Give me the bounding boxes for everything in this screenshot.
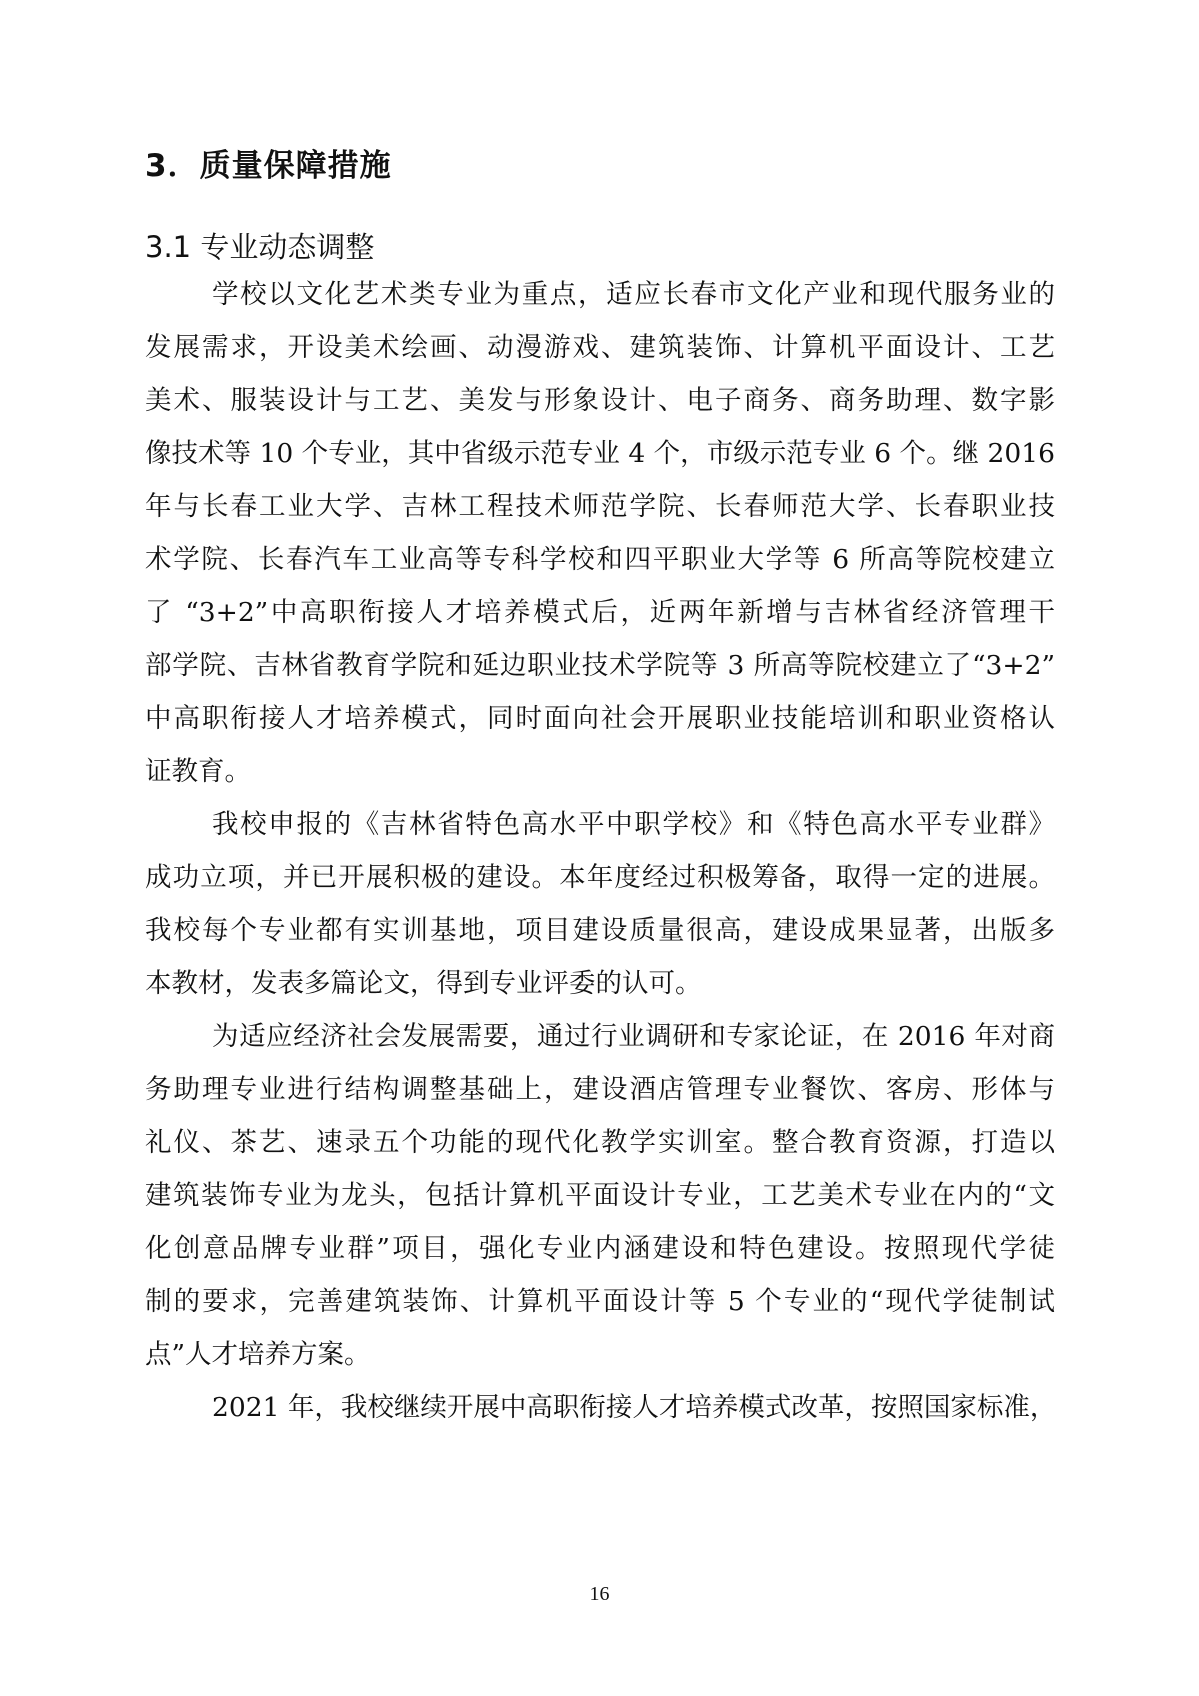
paragraph-line: 我校申报的《吉林省特色高水平中职学校》和《特色高水平专业群》: [212, 809, 1055, 840]
paragraph-line: 术学院、长春汽车工业高等专科学校和四平职业大学等 6 所高等院校建立: [145, 544, 1055, 575]
paragraph-line: 成功立项，并已开展积极的建设。本年度经过积极筹备，取得一定的进展。: [145, 862, 1055, 893]
paragraph-line: 我校每个专业都有实训基地，项目建设质量很高，建设成果显著，出版多: [145, 915, 1055, 946]
paragraph-line: 建筑装饰专业为龙头，包括计算机平面设计专业，工艺美术专业在内的“文: [145, 1180, 1055, 1211]
paragraph-line: 年与长春工业大学、吉林工程技术师范学院、长春师范大学、长春职业技: [145, 491, 1055, 522]
paragraph-line: 学校以文化艺术类专业为重点，适应长春市文化产业和现代服务业的: [212, 279, 1055, 310]
paragraph-line: 中高职衔接人才培养模式，同时面向社会开展职业技能培训和职业资格认: [145, 703, 1055, 734]
paragraph-line: 证教育。: [145, 756, 251, 787]
paragraph-line: 美术、服装设计与工艺、美发与形象设计、电子商务、商务助理、数字影: [145, 385, 1055, 416]
paragraph-line: 点”人才培养方案。: [145, 1339, 371, 1370]
paragraph-line: 像技术等 10 个专业，其中省级示范专业 4 个，市级示范专业 6 个。继 2016: [145, 438, 1055, 469]
paragraph-line: 礼仪、茶艺、速录五个功能的现代化教学实训室。整合教育资源，打造以: [145, 1127, 1055, 1158]
section-heading: 3．质量保障措施: [145, 148, 392, 184]
paragraph-line: 制的要求，完善建筑装饰、计算机平面设计等 5 个专业的“现代学徒制试: [145, 1286, 1055, 1317]
page-number: 16: [589, 1583, 610, 1605]
paragraph-line: 为适应经济社会发展需要，通过行业调研和专家论证，在 2016 年对商: [212, 1021, 1055, 1052]
subsection-heading: 3.1 专业动态调整: [145, 230, 375, 264]
paragraph-line: 务助理专业进行结构调整基础上，建设酒店管理专业餐饮、客房、形体与: [145, 1074, 1055, 1105]
paragraph-line: 部学院、吉林省教育学院和延边职业技术学院等 3 所高等院校建立了“3+2”: [145, 650, 1055, 681]
paragraph-line: 发展需求，开设美术绘画、动漫游戏、建筑装饰、计算机平面设计、工艺: [145, 332, 1055, 363]
paragraph-line: 了 “3+2”中高职衔接人才培养模式后，近两年新增与吉林省经济管理干: [145, 597, 1055, 628]
paragraph-line: 化创意品牌专业群”项目，强化专业内涵建设和特色建设。按照现代学徒: [145, 1233, 1055, 1264]
paragraph-line: 2021 年，我校继续开展中高职衔接人才培养模式改革，按照国家标准，: [212, 1392, 1057, 1423]
paragraph-line: 本教材，发表多篇论文，得到专业评委的认可。: [145, 968, 702, 999]
